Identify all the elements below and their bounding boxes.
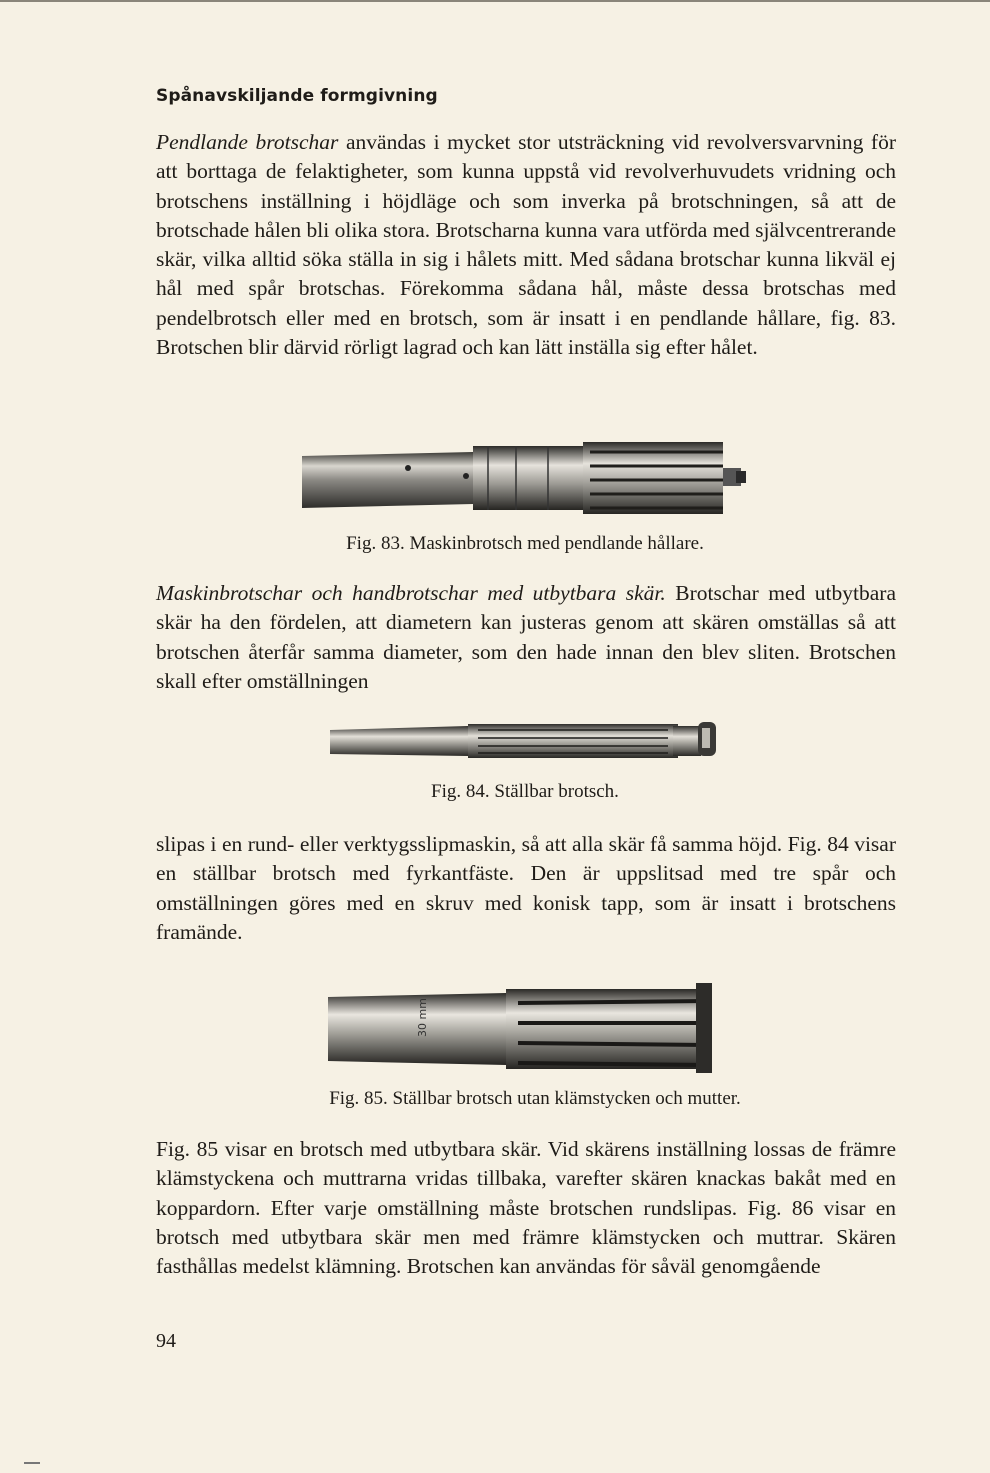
figure-84-caption: Fig. 84. Ställbar brotsch.: [431, 781, 619, 802]
figure-85-marking: 30 mm: [416, 998, 429, 1037]
page-number: 94: [156, 1330, 176, 1352]
figure-85-reamer-without-clamps-image: [326, 975, 726, 1075]
paragraph-slipas: slipas i en rund- eller verktygsslipmaskin, så att alla skär få samma höjd. Fig. 84 visar en ställbar brotsch med fyrkantfäste. Den är uppslitsad med tre spår och omställningen göres med en skruv med konisk tapp, som är insatt i brotschens framände.: [156, 832, 896, 944]
figure-83-machine-reamer-image: [298, 438, 748, 518]
paragraph-utbytbara-skar: [156, 579, 896, 696]
paragraph-fig85-description: Fig. 85 visar en brotsch med utbytbara skär. Vid skärens inställning lossas de främre klämstyckena och muttrarna vridas tillbaka, varefter skären knackas bakåt med en koppardorn. Efter varje omställning måste brotschen rundslipas. Fig. 86 visar en brotsch med utbytbara skär men med främre klämstycken och muttrar. Skären fasthållas medelst klämning. Brotschen kan användas för såväl genomgående: [156, 1137, 896, 1279]
figure-85-caption: Fig. 85. Ställbar brotsch utan klämstycken och mutter.: [329, 1088, 741, 1109]
paragraph-lead-italic: Pendlande brotschar: [156, 130, 339, 154]
running-head: Spånavskiljande formgivning: [156, 86, 438, 106]
page-corner-mark: [24, 1462, 40, 1464]
paragraph-text: Brotschar med utbytbara skär ha den fördelen, att diametern kan justeras genom att skären omställas så att brotschen återfår samma diameter, som den hade innan den blev sliten. Brotschen skall efter omställningen: [156, 581, 896, 693]
figure-84-adjustable-reamer-image: [328, 718, 720, 763]
paragraph-text: användas i mycket stor utsträckning vid revolversvarvning för att borttaga de felaktigheter, som kunna uppstå vid revolverhuvudets vridning och brotschens inställning i höjdläge och som inverka på brotschningen, så att de brotschade hålen bli olika stora. Brotscharna kunna vara utförda med självcentrerande skär, vilka alltid söka ställa in sig i hålets mitt. Med sådana brotschar kunna likväl ej hål med spår brotschas. Förekomma sådana hål, måste dessa brotschas med pendelbrotsch eller med en brotsch, som är insatt i en pendlande hållare, fig. 83. Brotschen blir därvid rörligt lagrad och kan lätt inställa sig efter hålet.: [156, 130, 896, 360]
figure-83-caption: Fig. 83. Maskinbrotsch med pendlande hållare.: [346, 533, 704, 554]
paragraph-lead-italic: Maskinbrotschar och handbrotschar med utbytbara skär.: [156, 581, 666, 605]
paragraph-pendlande-brotschar: [156, 128, 896, 362]
page-top-rule: [0, 0, 990, 2]
